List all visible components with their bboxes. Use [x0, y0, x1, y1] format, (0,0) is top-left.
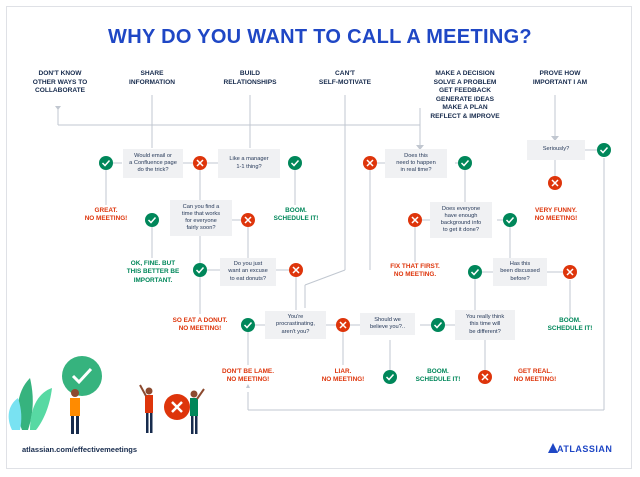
no-icon-discussed	[563, 265, 577, 279]
question-donuts: Do you just want an excuse to eat donuts?	[220, 258, 276, 286]
question-believe: Should we believe you?..	[360, 313, 415, 335]
category-cant-self-motivate: CAN'T SELF-MOTIVATE	[318, 70, 372, 86]
no-icon-procrastinating	[336, 318, 350, 332]
question-discussed: Has this been discussed before?	[493, 258, 547, 286]
yes-icon-procrastinating	[241, 318, 255, 332]
question-different: You really think this time will be different?	[455, 310, 515, 340]
result-boom-schedule-2: BOOM. SCHEDULE IT!	[415, 368, 461, 384]
result-get-real: GET REAL. NO MEETING!	[513, 368, 557, 384]
no-icon-email	[193, 156, 207, 170]
no-icon-find-time	[241, 213, 255, 227]
yes-icon-believe	[431, 318, 445, 332]
yes-icon-background	[503, 213, 517, 227]
question-background: Does everyone have enough background info to get it done?	[430, 202, 492, 238]
result-very-funny: VERY FUNNY. NO MEETING!	[534, 207, 578, 223]
result-liar: LIAR. NO MEETING!	[321, 368, 365, 384]
question-real-time: Does this need to happen in real time?	[385, 149, 447, 178]
category-dont-know: DON'T KNOW OTHER WAYS TO COLLABORATE	[32, 70, 88, 95]
no-icon-different	[478, 370, 492, 384]
yes-icon-real-time	[458, 156, 472, 170]
question-find-time: Can you find a time that works for everyone fairly soon?	[170, 200, 232, 236]
question-email: Would email or a Confluence page do the trick?	[123, 149, 183, 178]
result-great-no-meeting: GREAT. NO MEETING!	[84, 207, 128, 223]
category-share-information: SHARE INFORMATION	[128, 70, 176, 86]
result-dont-be-lame: DON'T BE LAME. NO MEETING!	[222, 368, 274, 384]
category-build-relationships: BUILD RELATIONSHIPS	[223, 70, 277, 86]
yes-icon-donuts	[193, 263, 207, 277]
question-procrastinating: You're procrastinating, aren't you?	[265, 311, 326, 339]
result-ok-fine: OK, FINE. BUT THIS BETTER BE IMPORTANT.	[126, 260, 180, 284]
footer-url[interactable]: atlassian.com/effectivemeetings	[22, 445, 138, 454]
result-boom-schedule-1: BOOM. SCHEDULE IT!	[273, 207, 319, 223]
category-prove-importance: PROVE HOW IMPORTANT I AM	[532, 70, 588, 86]
question-seriously: Seriously?	[527, 140, 585, 160]
no-icon-real-time	[363, 156, 377, 170]
category-make-a-decision: MAKE A DECISION SOLVE A PROBLEM GET FEEDBACK GENERATE IDEAS MAKE A PLAN REFLECT & IMPROVE	[430, 70, 500, 120]
atlassian-logo: ATLASSIAN	[557, 444, 613, 454]
yes-icon-seriously	[597, 143, 611, 157]
no-icon-background	[408, 213, 422, 227]
page-title: WHY DO YOU WANT TO CALL A MEETING?	[108, 26, 532, 48]
yes-icon-manager	[288, 156, 302, 170]
result-fix-that-first: FIX THAT FIRST. NO MEETING.	[390, 263, 440, 279]
yes-icon-email	[99, 156, 113, 170]
yes-icon-different	[383, 370, 397, 384]
yes-icon-find-time	[145, 213, 159, 227]
no-icon-seriously	[548, 176, 562, 190]
question-manager: Like a manager 1-1 thing?	[218, 149, 280, 178]
result-eat-donut: SO EAT A DONUT. NO MEETING!	[172, 317, 228, 333]
illustration	[9, 356, 204, 434]
result-boom-schedule-3: BOOM. SCHEDULE IT!	[547, 317, 593, 333]
no-icon-donuts	[289, 263, 303, 277]
yes-icon-discussed	[468, 265, 482, 279]
